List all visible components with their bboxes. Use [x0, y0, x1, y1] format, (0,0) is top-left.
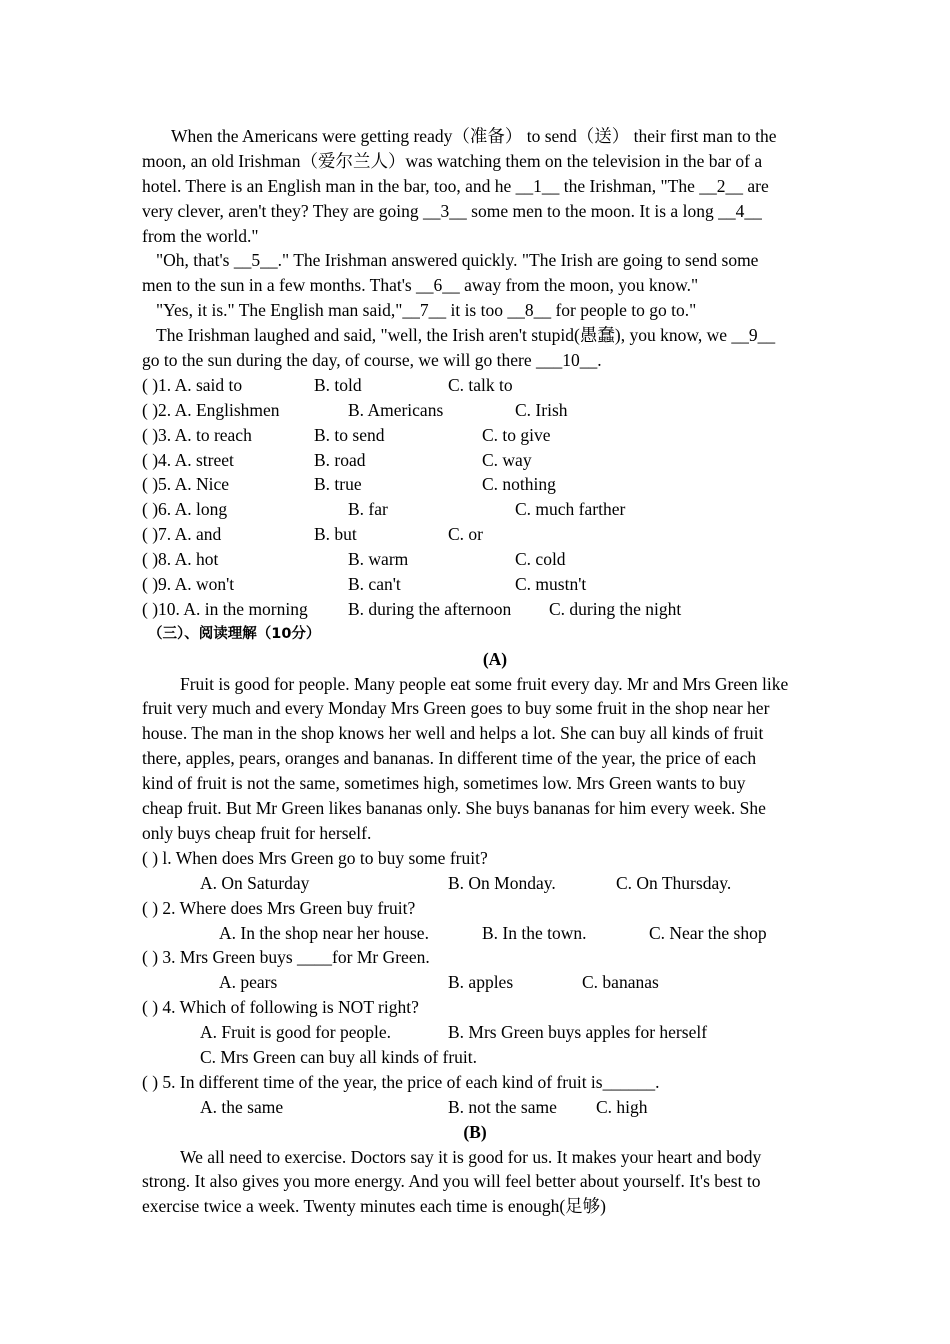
cloze-question: [142, 423, 848, 448]
question-options: [142, 1020, 848, 1045]
cloze-question: [142, 547, 848, 572]
question-option-a: ( )8. A. hot: [142, 549, 219, 570]
question-option-b: B. Americans: [348, 399, 444, 420]
cloze-question: [142, 448, 848, 473]
passage-line: strong. It also gives you more energy. And you will feel better about yourself. It's best to: [142, 1171, 761, 1192]
option-a: A. On Saturday: [200, 872, 310, 893]
question-option-a: ( )7. A. and: [142, 524, 222, 545]
question-option-b: B. but: [314, 524, 357, 545]
question-option-b: B. during the afternoon: [348, 598, 512, 619]
cloze-line: hotel. There is an English man in the bar, too, and he __1__ the Irishman, "The __2__ are: [142, 175, 769, 196]
passage-line: cheap fruit. But Mr Green likes bananas only. She buys bananas for him every week. She: [142, 798, 766, 819]
question-option-c: C. or: [448, 524, 483, 545]
question-option-c: C. talk to: [448, 374, 513, 395]
question-option-b: B. warm: [348, 549, 409, 570]
question-option-a: ( )9. A. won't: [142, 574, 235, 595]
question-option-c: C. during the night: [549, 598, 682, 619]
question-option-b: B. told: [314, 374, 362, 395]
passage-line: kind of fruit is not the same, sometimes high, sometimes low. Mrs Green wants to buy: [142, 773, 746, 794]
question-option-b: B. can't: [348, 574, 401, 595]
question-options: [142, 871, 848, 896]
question-options: [142, 921, 848, 946]
cloze-line: "Yes, it is." The English man said,"__7__ it is too __8__ for people to go to.": [156, 300, 697, 321]
cloze-line: "Oh, that's __5__." The Irishman answered quickly. "The Irish are going to send some: [156, 250, 759, 271]
question-option-c: C. to give: [482, 424, 551, 445]
passage-a: [142, 672, 848, 846]
passage-line: house. The man in the shop knows her well and helps a lot. She can buy all kinds of fruit: [142, 723, 764, 744]
question-option-b: B. road: [314, 449, 366, 470]
cloze-question: [142, 597, 848, 622]
option-b: B. On Monday.: [448, 872, 556, 893]
cloze-line: men to the sun in a few months. That's __6__ away from the moon, you know.": [142, 275, 699, 296]
question-stem: ( ) 3. Mrs Green buys ____for Mr Green.: [142, 947, 430, 968]
option-a: A. pears: [219, 972, 278, 993]
cloze-question: [142, 572, 848, 597]
option-c: C. Mrs Green can buy all kinds of fruit.: [200, 1046, 478, 1067]
cloze-line: When the Americans were getting ready（准备） to send（送） their first man to the: [171, 126, 777, 146]
cloze-question: [142, 522, 848, 547]
question-option-c: C. much farther: [515, 499, 626, 520]
question-option-c: C. Irish: [515, 399, 568, 420]
question-option-a: ( )1. A. said to: [142, 374, 243, 395]
question-option-c: C. way: [482, 449, 532, 470]
question-option-b: B. to send: [314, 424, 385, 445]
question-stem: ( ) 4. Which of following is NOT right?: [142, 997, 419, 1018]
passage-a-title: (A): [482, 648, 508, 669]
question-option-b: B. far: [348, 499, 388, 520]
question-option-a: ( )6. A. long: [142, 499, 228, 520]
question-options: [142, 1045, 848, 1070]
question-option-c: C. cold: [515, 549, 566, 570]
option-b: B. not the same: [448, 1096, 557, 1117]
cloze-questions: [142, 373, 848, 622]
question-option-a: ( )5. A. Nice: [142, 474, 229, 495]
passage-line: We all need to exercise. Doctors say it is good for us. It makes your heart and body: [180, 1146, 762, 1167]
option-c: C. high: [596, 1096, 648, 1117]
option-c: C. On Thursday.: [616, 872, 732, 893]
passage-line: exercise twice a week. Twenty minutes each time is enough(足够): [142, 1196, 606, 1217]
cloze-question: [142, 472, 848, 497]
question-options: [142, 1095, 848, 1120]
question-stem: ( ) l. When does Mrs Green go to buy some fruit?: [142, 847, 488, 868]
section-heading: （三）、阅读理解（10分）: [148, 625, 321, 642]
passage-line: Fruit is good for people. Many people eat some fruit every day. Mr and Mrs Green like: [180, 673, 789, 694]
reading-questions: [142, 846, 848, 1120]
option-a: A. Fruit is good for people.: [200, 1022, 392, 1043]
passage-b: [142, 1145, 848, 1220]
cloze-line: moon, an old Irishman（爱尔兰人）was watching them on the television in the bar of a: [142, 150, 763, 171]
option-c: C. bananas: [582, 972, 659, 993]
cloze-question: [142, 373, 848, 398]
passage-line: only buys cheap fruit for herself.: [142, 822, 372, 843]
option-a: A. the same: [200, 1096, 284, 1117]
question-option-a: ( )10. A. in the morning: [142, 598, 308, 619]
question-option-a: ( )3. A. to reach: [142, 424, 252, 445]
cloze-question: [142, 497, 848, 522]
question-option-a: ( )2. A. Englishmen: [142, 399, 280, 420]
option-c: C. Near the shop: [649, 922, 767, 943]
question-option-a: ( )4. A. street: [142, 449, 234, 470]
passage-line: fruit very much and every Monday Mrs Green goes to buy some fruit in the shop near her: [142, 698, 770, 719]
question-options: [142, 970, 848, 995]
question-option-c: C. mustn't: [515, 574, 587, 595]
option-b: B. Mrs Green buys apples for herself: [448, 1022, 708, 1043]
option-b: B. In the town.: [482, 922, 587, 943]
passage-b-title: (B): [463, 1121, 487, 1142]
cloze-passage: [142, 124, 848, 373]
option-b: B. apples: [448, 972, 514, 993]
cloze-line: from the world.": [142, 225, 259, 246]
cloze-line: very clever, aren't they? They are going __3__ some men to the moon. It is a long __4__: [142, 200, 762, 221]
question-option-c: C. nothing: [482, 474, 556, 495]
cloze-line: go to the sun during the day, of course, we will go there ___10__.: [142, 350, 602, 371]
question-stem: ( ) 5. In different time of the year, the price of each kind of fruit is______.: [142, 1071, 660, 1092]
cloze-question: [142, 398, 848, 423]
worksheet-page: [142, 124, 848, 1219]
question-stem: ( ) 2. Where does Mrs Green buy fruit?: [142, 897, 416, 918]
question-option-b: B. true: [314, 474, 362, 495]
option-a: A. In the shop near her house.: [219, 922, 429, 943]
cloze-line: The Irishman laughed and said, "well, the Irish aren't stupid(愚蠢), you know, we __9__: [156, 325, 776, 346]
passage-line: there, apples, pears, oranges and bananas. In different time of the year, the price of each: [142, 748, 757, 769]
